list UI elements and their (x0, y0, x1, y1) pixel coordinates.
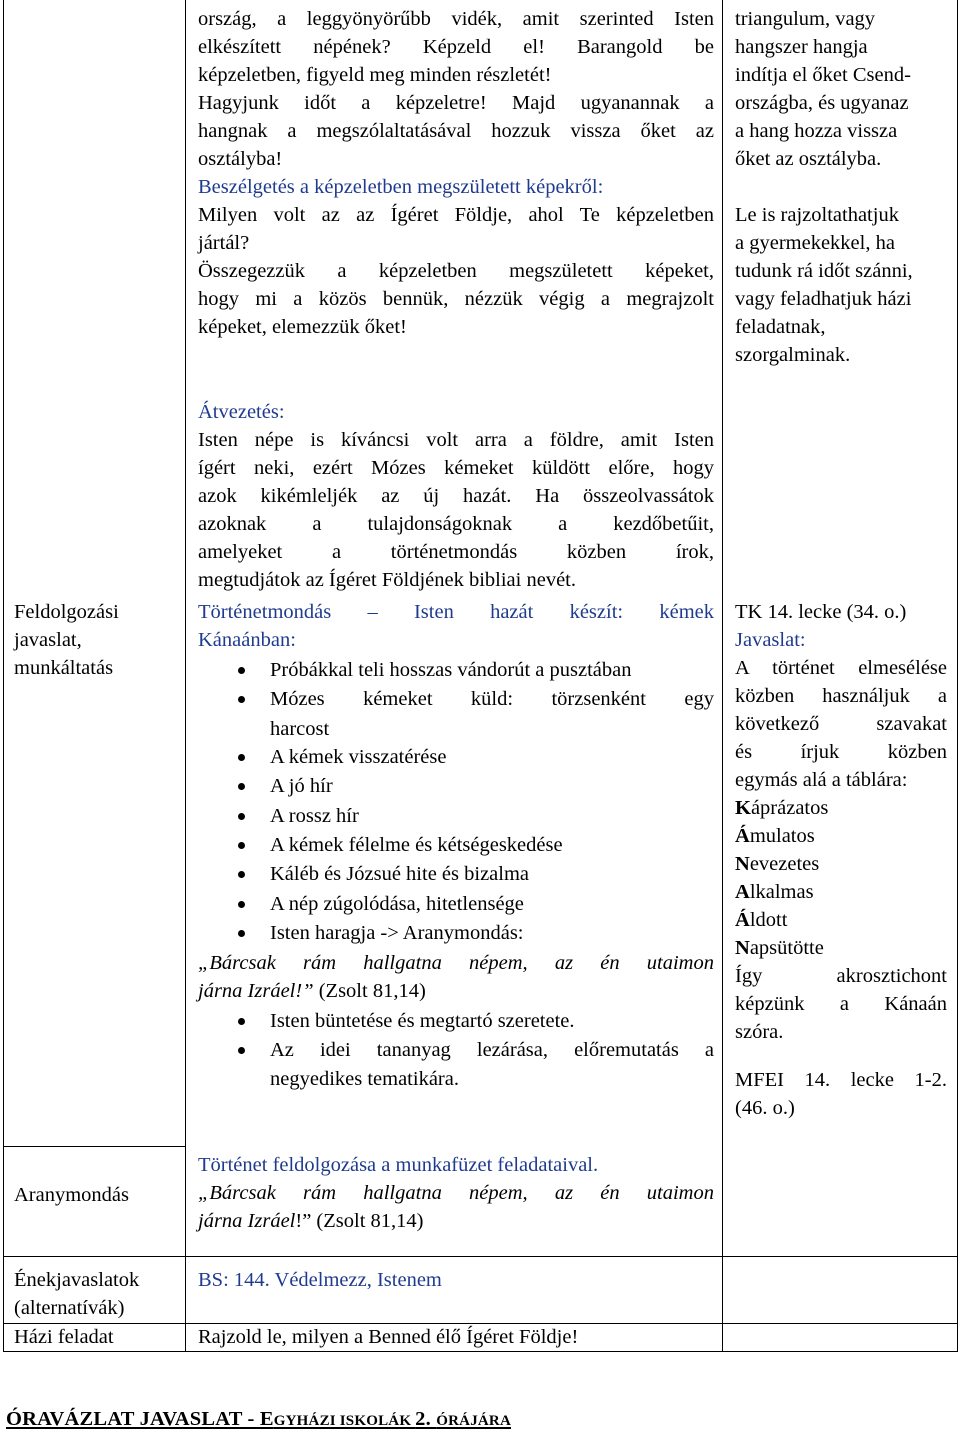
golden-verse-quote-cont (198, 977, 714, 1005)
workbook-task-heading: Történet feldolgozása a munkafüzet feladataival. (198, 1154, 599, 1176)
text-line: ország, a leggyönyörűbb vidék, amit szerinted Isten (198, 8, 714, 30)
text-line: negyedikes tematikára. (270, 1068, 459, 1091)
text-line: hangnak a megszólaltatásával hozzuk vissza őket az (198, 120, 714, 142)
row-divider-2 (3, 1256, 958, 1257)
text-line: hangszer hangja (735, 36, 868, 58)
text-line: a gyermekekkel, ha (735, 232, 895, 254)
text-line: szóra. (735, 1021, 784, 1043)
list-item: Próbákkal teli hosszas vándorút a pusztában (198, 656, 714, 685)
workbook-ref-cont: (46. o.) (735, 1097, 795, 1119)
acrostic-letter: A (735, 881, 750, 903)
song-label (14, 1266, 139, 1322)
text-line: szorgalminak. (735, 344, 851, 366)
text-line: tudunk rá időt szánni, (735, 260, 913, 282)
text-line: Isten népe is kíváncsi volt arra a földre, amit Isten (198, 429, 714, 451)
acrostic-rest: evezetes (749, 853, 820, 875)
text-span: Hagyjunk időt a képzeletre! Majd ugyanannak a (198, 92, 714, 114)
textbook-ref: TK 14. lecke (34. o.) (735, 601, 907, 623)
label-line: (alternatívák) (14, 1297, 125, 1319)
golden-verse-section (198, 1151, 714, 1235)
table-divider-2 (722, 0, 723, 1352)
text-line: képeket, elemezzük őket! (198, 316, 407, 338)
golden-verse-quote: „Bárcsak rám hallgatna népem, az én utaimon (198, 951, 714, 974)
acrostic-word (735, 822, 947, 850)
text-line: a hang hozza vissza (735, 120, 898, 142)
acrostic-letter: Á (735, 825, 750, 847)
text-line: triangulum, vagy (735, 8, 876, 30)
text-line: Milyen volt az az Ígéret Földje, ahol Te képzeletben (198, 204, 714, 226)
text-line: jártál? (198, 232, 250, 254)
acrostic-letter: N (735, 937, 750, 959)
text-line: képzünk a Kánaán (735, 993, 947, 1015)
text-line: és írjuk közben (735, 741, 947, 763)
table-border-bottom (3, 1351, 958, 1352)
text-line: vagy feladhatjuk házi (735, 288, 912, 310)
label-line: Énekjavaslatok (14, 1269, 140, 1291)
text-line (198, 89, 714, 117)
list-item (198, 1036, 714, 1093)
table-divider-1 (185, 0, 186, 1352)
golden-verse-quote: „Bárcsak rám hallgatna népem, az én utaimon (198, 1182, 714, 1204)
list-item: A nép zúgolódása, hitetlensége (198, 890, 714, 919)
quote-ref: (Zsolt 81,14) (318, 979, 426, 1002)
text-line: következő szavakat (735, 713, 947, 735)
suggestion-label: Javaslat: (735, 629, 806, 651)
story-bullets (198, 656, 714, 949)
text-line: A történet elmesélése (735, 657, 947, 679)
list-item: A rossz hír (198, 802, 714, 831)
golden-verse-quote-cont (198, 1207, 714, 1235)
homework-label: Házi feladat (14, 1326, 114, 1348)
acrostic-rest: apsütötte (749, 937, 824, 959)
acrostic-letter: Á (735, 909, 750, 931)
row-divider-1 (3, 1146, 186, 1147)
acrostic-word (735, 934, 947, 962)
text-line: ígért neki, ezért Mózes kémeket küldött előre, hogy (198, 457, 714, 479)
quote-text: járna Izráel!” (198, 979, 319, 1002)
label-line: munkáltatás (14, 657, 114, 679)
acrostic-rest: lkalmas (749, 881, 814, 903)
text-line: országba, és ugyanaz (735, 92, 909, 114)
list-item (198, 685, 714, 742)
storytelling-section (198, 598, 714, 1093)
list-item: Isten büntetése és megtartó szeretete. (198, 1007, 714, 1036)
text-line: azok kikémleljék az új hazát. Ha összeolvassátok (198, 485, 714, 507)
acrostic-word (735, 794, 947, 822)
text-line: Így akrosztichont (735, 965, 947, 987)
transition-section (198, 398, 714, 594)
table-border-right (957, 0, 958, 1352)
list-item: A jó hír (198, 772, 714, 801)
storytelling-heading: Történetmondás – Isten hazát készít: kémek (198, 601, 714, 623)
text-line: képzeletben, figyeld meg minden részletét! (198, 64, 552, 86)
list-item: A kémek félelme és kétségeskedése (198, 831, 714, 860)
text-line: elkészített népének? Képzeld el! Barangold be (198, 36, 714, 58)
list-item: A kémek visszatérése (198, 743, 714, 772)
golden-verse-label: Aranymondás (14, 1184, 130, 1206)
text-line: Le is rajzoltathatjuk (735, 204, 899, 226)
text-line: hogy mi a közös bennük, nézzük végig a megrajzolt (198, 288, 714, 310)
text-line: azoknak a tulajdonságoknak a kezdőbetűit, (198, 513, 714, 535)
acrostic-rest: áprázatos (750, 797, 829, 819)
text-line: amelyeket a történetmondás közben írok, (198, 541, 714, 563)
list-item: Isten haragja -> Aranymondás: (198, 919, 714, 948)
text-line: megtudjátok az Ígéret Földjének bibliai nevét. (198, 569, 576, 591)
workbook-ref: MFEI 14. lecke 1-2. (735, 1069, 947, 1091)
text-line: osztályba! (198, 148, 283, 170)
quote-ref: !” (Zsolt 81,14) (295, 1210, 424, 1232)
transition-heading: Átvezetés: (198, 401, 285, 423)
list-item: Káléb és Józsué hite és bizalma (198, 860, 714, 889)
acrostic-word (735, 906, 947, 934)
text-line: Összegezzük a képzeletben megszületett képeket, (198, 260, 714, 282)
conversation-heading: Beszélgetés a képzeletben megszületett képekről: (198, 176, 604, 198)
storytelling-heading-cont: Kánaánban: (198, 629, 296, 651)
footer-part: ÓRÁJÁRA (436, 1413, 511, 1429)
footer-part: 2. (415, 1408, 437, 1430)
acrostic-rest: ldott (749, 909, 788, 931)
textbook-notes (735, 598, 947, 1122)
method-notes (735, 5, 950, 369)
text-line: Az idei tananyag lezárása, előremutatás a (270, 1039, 714, 1062)
label-line: javaslat, (14, 629, 82, 651)
story-bullets-2 (198, 1007, 714, 1094)
text-line: Mózes kémeket küld: törzsenként egy (270, 688, 714, 711)
text-line: őket az osztályba. (735, 148, 882, 170)
footer-part: ÓRAVÁZLAT JAVASLAT - E (6, 1408, 274, 1430)
text-line: indítja el őket Csend- (735, 64, 911, 86)
footer-part: GYHÁZI ISKOLÁK (273, 1413, 416, 1429)
label-line: Feldolgozási (14, 601, 119, 623)
imagination-text (198, 5, 714, 341)
homework-text: Rajzold le, milyen a Benned élő Ígéret Földje! (198, 1326, 579, 1348)
text-line: harcost (270, 717, 330, 740)
acrostic-rest: mulatos (749, 825, 815, 847)
page-footer (6, 1408, 511, 1431)
quote-text: járna Izráel (198, 1210, 296, 1232)
acrostic-letter: N (735, 853, 750, 875)
text-line: egymás alá a táblára: (735, 769, 908, 791)
text-line: feladatnak, (735, 316, 826, 338)
acrostic-word (735, 878, 947, 906)
acrostic-letter: K (735, 797, 751, 819)
processing-label (14, 598, 182, 682)
text-line: közben használjuk a (735, 685, 947, 707)
table-border-left (3, 0, 4, 1352)
acrostic-word (735, 850, 947, 878)
song-suggestion: BS: 144. Védelmezz, Istenem (198, 1269, 442, 1291)
